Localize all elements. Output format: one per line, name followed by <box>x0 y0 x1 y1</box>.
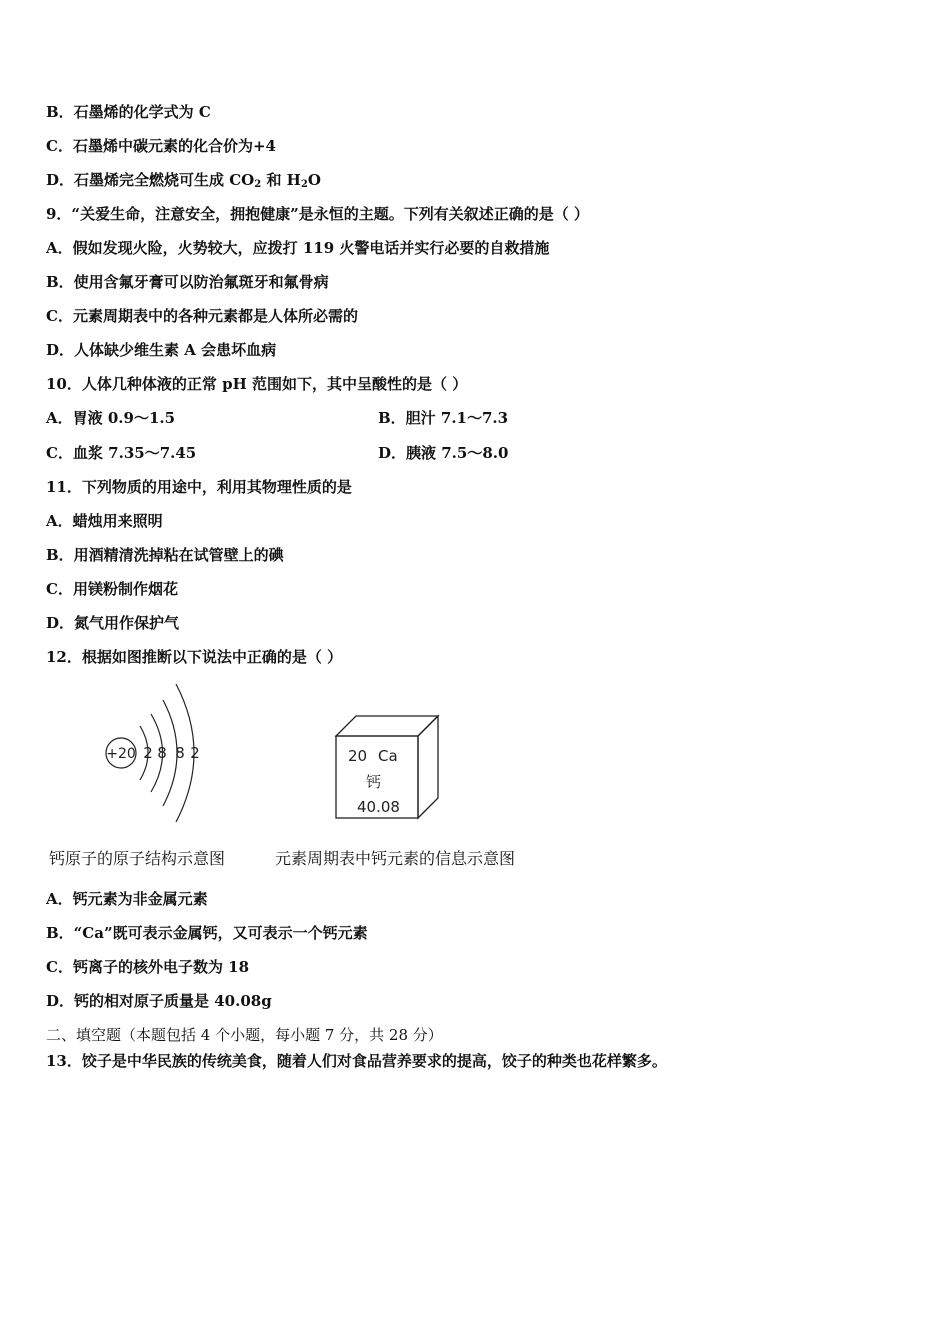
element-symbol: Ca <box>378 747 398 765</box>
q9-stem: 9．“关爱生命，注意安全，拥抱健康”是永恒的主题。下列有关叙述正确的是（ ） <box>46 205 589 223</box>
q11-option-c: C．用镁粉制作烟花 <box>46 580 178 598</box>
q13-stem: 13．饺子是中华民族的传统美食，随着人们对食品营养要求的提高，饺子的种类也花样繁多。 <box>46 1052 667 1070</box>
q10-option-a: A．胃液 0.9～1.5 <box>46 409 176 427</box>
q12-option-c: C．钙离子的核外电子数为 18 <box>46 958 250 976</box>
q9-option-d: D．人体缺少维生素 A 会患坏血病 <box>46 341 277 359</box>
q8-option-c: C．石墨烯中碳元素的化合价为+4 <box>46 137 276 155</box>
q8-d-mid: 和 H <box>261 171 301 189</box>
shell-count-1: 2 <box>143 744 153 762</box>
q9-option-b: B．使用含氟牙膏可以防治氟斑牙和氟骨病 <box>46 273 329 291</box>
q9-option-c: C．元素周期表中的各种元素都是人体所必需的 <box>46 307 358 325</box>
q8-d-sub2: 2 <box>300 179 308 190</box>
element-name: 钙 <box>366 773 382 791</box>
atomic-mass: 40.08 <box>357 798 400 816</box>
q9-option-a: A．假如发现火险，火势较大，应拨打 119 火警电话并实行必要的自救措施 <box>46 239 550 257</box>
q12-option-d: D．钙的相对原子质量是 40.08g <box>46 992 272 1010</box>
shell-count-4: 2 <box>190 744 200 762</box>
shell-count-3: 8 <box>175 744 185 762</box>
q11-stem: 11．下列物质的用途中，利用其物理性质的是 <box>46 478 352 496</box>
q8-option-d <box>46 170 321 195</box>
q10-option-d: D．胰液 7.5～8.0 <box>378 444 509 462</box>
section-2-heading: 二、填空题（本题包括 4 个小题，每小题 7 分，共 28 分） <box>46 1026 443 1044</box>
calcium-periodic-cell-diagram <box>330 710 446 824</box>
q12-option-a: A．钙元素为非金属元素 <box>46 890 208 908</box>
calcium-atom-structure-diagram <box>90 678 220 828</box>
nucleus-charge: +20 <box>106 746 136 762</box>
q10-stem: 10．人体几种体液的正常 pH 范围如下，其中呈酸性的是（ ） <box>46 375 468 393</box>
cell-side-face <box>418 716 438 818</box>
q8-d-sub1: 2 <box>254 179 262 190</box>
figure-caption-left: 钙原子的原子结构示意图 <box>49 849 226 868</box>
q8-d-suffix: O <box>307 171 321 189</box>
cell-top-face <box>336 716 438 736</box>
q12-stem: 12．根据如图推断以下说法中正确的是（ ） <box>46 648 343 666</box>
figure-caption-right: 元素周期表中钙元素的信息示意图 <box>275 849 516 868</box>
q11-option-a: A．蜡烛用来照明 <box>46 512 163 530</box>
q11-option-d: D．氮气用作保护气 <box>46 614 180 632</box>
q11-option-b: B．用酒精清洗掉粘在试管壁上的碘 <box>46 546 284 564</box>
q10-option-c: C．血浆 7.35～7.45 <box>46 444 197 462</box>
shell-count-2: 8 <box>157 744 167 762</box>
q12-option-b: B．“Ca”既可表示金属钙，又可表示一个钙元素 <box>46 924 368 942</box>
q8-d-prefix: D．石墨烯完全燃烧可生成 CO <box>46 171 255 189</box>
q8-option-b: B．石墨烯的化学式为 C <box>46 103 211 121</box>
atomic-number: 20 <box>348 747 368 765</box>
q10-option-b: B．胆汁 7.1～7.3 <box>378 409 509 427</box>
